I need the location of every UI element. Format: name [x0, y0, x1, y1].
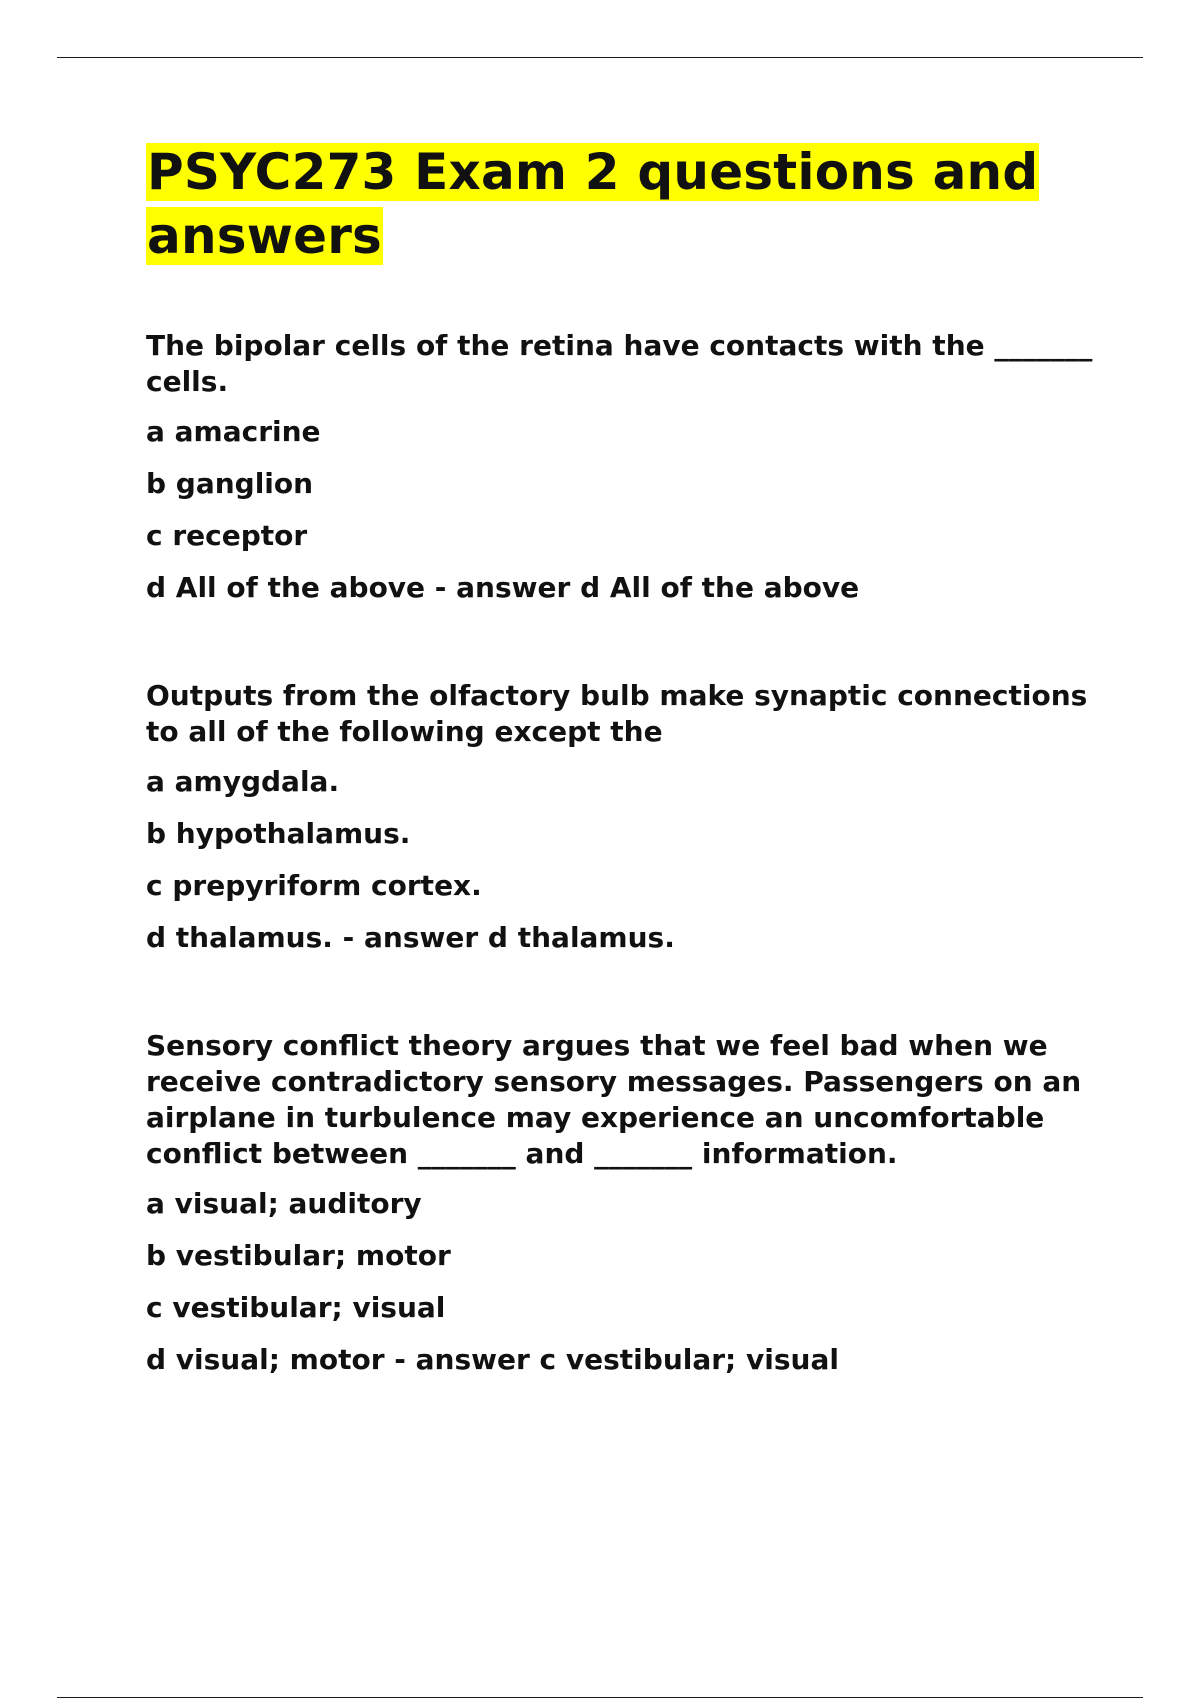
option-c: c prepyriform cortex. [146, 869, 482, 902]
option-b: b ganglion [146, 467, 314, 500]
question-block [146, 1028, 1106, 1378]
question-block [146, 328, 1106, 606]
question-text: Outputs from the olfactory bulb make synaptic connections to all of the following except the [146, 679, 1088, 748]
footer-rule [57, 1697, 1143, 1698]
option-a: a visual; auditory [146, 1187, 422, 1220]
option-list [146, 1186, 1106, 1378]
option-a: a amacrine [146, 415, 321, 448]
question-text: The bipolar cells of the retina have contacts with the _______ cells. [146, 329, 1093, 398]
option-d-with-answer: d visual; motor - answer c vestibular; visual [146, 1343, 839, 1376]
option-a: a amygdala. [146, 765, 340, 798]
document-body [146, 140, 1106, 1378]
option-b: b vestibular; motor [146, 1239, 451, 1272]
option-list [146, 414, 1106, 606]
option-b: b hypothalamus. [146, 817, 411, 850]
header-rule [57, 57, 1143, 58]
option-c: c vestibular; visual [146, 1291, 446, 1324]
question-block [146, 678, 1106, 956]
option-d-with-answer: d thalamus. - answer d thalamus. [146, 921, 675, 954]
question-text: Sensory conflict theory argues that we feel bad when we receive contradictory sensory messages. Passengers on an airplane in turbulence may experience an uncomfortable conflict between _______ and _______ information. [146, 1029, 1082, 1170]
option-d-with-answer: d All of the above - answer d All of the above [146, 571, 860, 604]
option-c: c receptor [146, 519, 308, 552]
title-highlight: PSYC273 Exam 2 questions and answers [147, 143, 1039, 265]
document-title [146, 140, 1106, 268]
option-list [146, 764, 1106, 956]
